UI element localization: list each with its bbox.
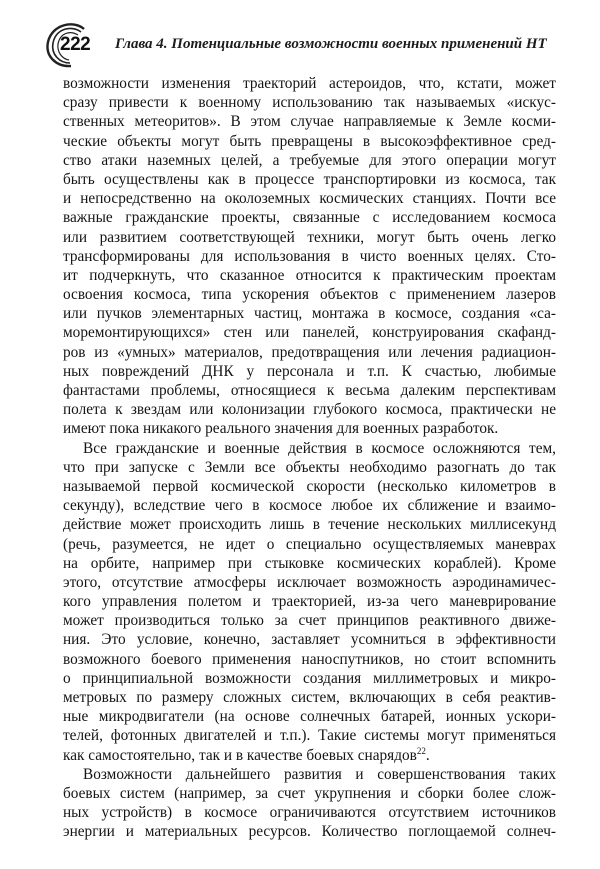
- text-line: этого, отсутствие атмосферы исключает возможность аэродинамичес-: [63, 573, 556, 591]
- text-line: фантастами проблемы, относящиеся к весьма далеким перспективам: [63, 382, 556, 399]
- text-line: или развитием соответствующей техники, могут быть очень легко: [63, 228, 556, 246]
- text-line: ных повреждений ДНК у персонала и т.п. К счастью, любимые: [63, 362, 556, 380]
- text-line: и непосредственно на околоземных космических станциях. Почти все: [63, 190, 556, 208]
- text-line: (речь, разумеется, не идет о специально осуществляемых маневрах: [63, 535, 556, 553]
- text-line: о принципиальной возможности создания миллиметровых и микро-: [63, 669, 556, 687]
- text-line: ные микродвигатели (на основе солнечных батарей, ионных ускори-: [63, 708, 556, 726]
- text-line: важные гражданские проекты, связанные с исследованием космоса: [63, 209, 556, 227]
- paragraph: [63, 74, 556, 439]
- text-line: ит подчеркнуть, что сказанное относится к практическим проектам: [63, 266, 556, 284]
- text-line: боевых систем (например, за счет укрупнения и сборки более слож-: [63, 784, 556, 802]
- paragraph: [63, 439, 556, 765]
- text-line: может производиться только за счет принципов реактивного движе-: [63, 612, 556, 630]
- text-line: ственных метеоритов». В этом случае направляемые к Земле косми-: [63, 113, 556, 131]
- text-line: быть осуществлены как в процессе транспортировки из космоса, так: [63, 170, 556, 188]
- text-line: секунду), вследствие чего в космосе любое их сближение и взаимо-: [63, 497, 556, 515]
- text-line: кого управления полетом и траекторией, из-за чего маневрирование: [63, 593, 556, 611]
- footnote-ref: 22: [416, 745, 426, 756]
- text-line: Все гражданские и военные действия в космосе осложняются тем,: [83, 439, 556, 457]
- paragraph: [63, 765, 556, 842]
- text-line: на орбите, например при стыковке космических кораблей). Кроме: [63, 554, 556, 572]
- text-line: метровых по размеру сложных систем, включающих в себя реактив-: [63, 689, 556, 706]
- text-line-content: как самостоятельно, так и в качестве боевых снарядов: [63, 746, 417, 764]
- text-line: трансформированы для использования в чисто военных целях. Сто-: [63, 247, 556, 265]
- text-line: Возможности дальнейшего развития и совершенствования таких: [83, 765, 556, 783]
- page-number: 222: [60, 34, 91, 55]
- text-line: действие может происходить лишь в течение нескольких миллисекунд: [63, 516, 556, 534]
- text-line: полета к звездам или колонизации глубокого космоса, практически не: [63, 401, 556, 419]
- text-line: ных устройств) в космосе ограничиваются отсутствием источников: [63, 804, 556, 822]
- text-line: [63, 746, 556, 765]
- text-line: освоения космоса, типа ускорения объектов с применением лазеров: [63, 286, 556, 304]
- text-line: называемой первой космической скорости (несколько километров в: [63, 477, 556, 495]
- text-line: возможного боевого применения наноспутников, но стоит вспомнить: [63, 650, 556, 668]
- text-line: энергии и материальных ресурсов. Количество поглощаемой солнеч-: [63, 823, 556, 841]
- text-line: что при запуске с Земли все объекты необходимо разогнать до так: [63, 458, 556, 476]
- text-line: ческие объекты могут быть превращены в высокоэффективное сред-: [63, 132, 556, 150]
- text-line: сразу привести к военному использованию так называемых «искус-: [63, 94, 556, 112]
- text-line: ров из «умных» материалов, предотвращения или лечения радиацион-: [63, 343, 556, 361]
- text-line: ния. Это условие, конечно, заставляет усомниться в эффективности: [63, 631, 556, 649]
- text-line: моремонтирующихся» стен или панелей, конструирования скафанд-: [63, 324, 556, 342]
- running-title: Глава 4. Потенциальные возможности военных применений НТ: [115, 36, 547, 52]
- text-line: или пучков элементарных частиц, монтажа в космосе, создания «са-: [63, 305, 556, 323]
- text-line: телей, фотонных двигателей и т.п.). Такие системы могут применяться: [63, 727, 556, 745]
- text-line: ство атаки наземных целей, а требуемые для этого операции могут: [63, 151, 556, 169]
- text-line: возможности изменения траекторий астероидов, что, кстати, может: [63, 75, 556, 92]
- text-line: имеют пока никакого реального значения для военных разработок.: [63, 420, 499, 438]
- page-header: [44, 22, 564, 70]
- sentence-end: .: [425, 746, 430, 764]
- body-text: [63, 74, 556, 842]
